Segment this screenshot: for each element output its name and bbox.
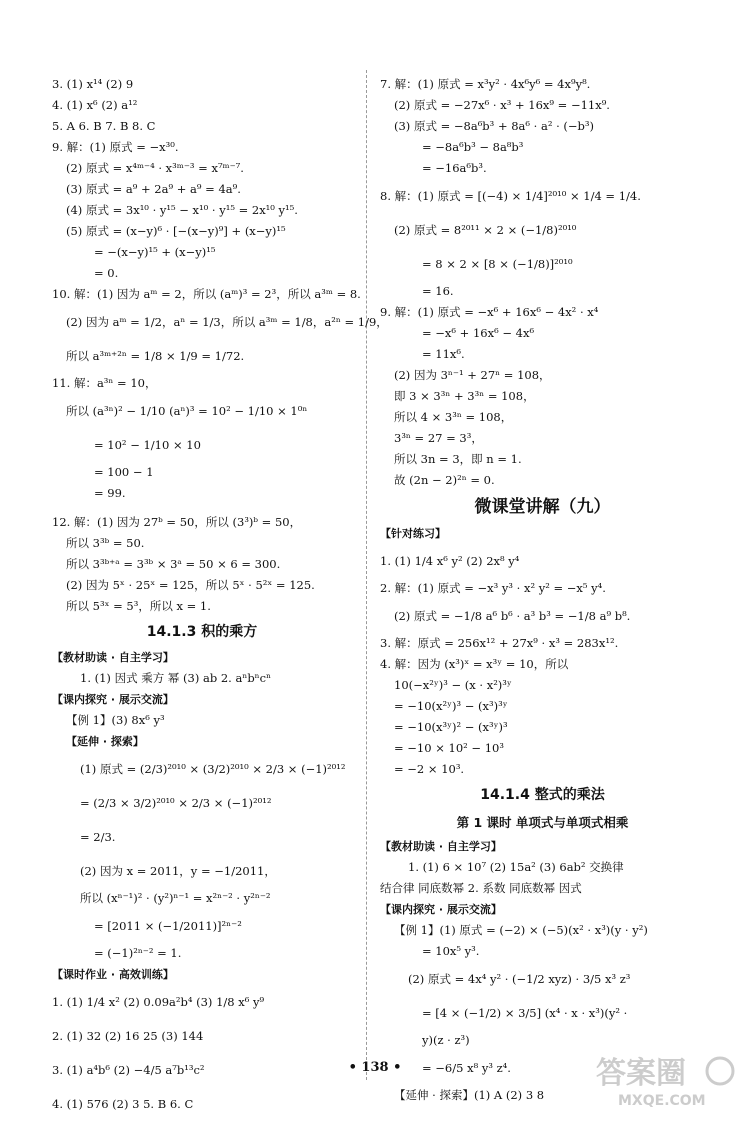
section-tag: 【延伸 · 探索】	[66, 735, 144, 748]
answer-line: 9. 解：(1) 原式 = −x⁶ + 16x⁶ − 4x² · x⁴	[380, 305, 599, 319]
answer-line: 2. 解：(1) 原式 = −x³ y³ · x² y² = −x⁵ y⁴.	[380, 581, 606, 595]
answer-line: 所以 (a³ⁿ)² − 1/10 (aⁿ)³ = 10² − 1/10 × 1⁰ⁿ	[66, 404, 308, 418]
answer-line: (4) 原式 = 3x¹⁰ · y¹⁵ − x¹⁰ · y¹⁵ = 2x¹⁰ y¹⁵.	[66, 203, 298, 217]
answer-line: 结合律 同底数幂 2. 系数 同底数幂 因式	[380, 881, 582, 895]
answer-line: y)(z · z³)	[422, 1033, 470, 1047]
answer-line: = 10x⁵ y³.	[422, 944, 480, 958]
answer-line: = −8a⁶b³ − 8a⁸b³	[422, 140, 524, 154]
answer-line: = [2011 × (−1/2011)]²ⁿ⁻²	[94, 919, 242, 933]
answer-line: 7. 解：(1) 原式 = x³y² · 4x⁶y⁶ = 4x⁹y⁸.	[380, 77, 591, 91]
section-tag: 【课时作业 · 高效训练】	[52, 968, 174, 981]
answer-line: 所以 a³ᵐ⁺²ⁿ = 1/8 × 1/9 = 1/72.	[66, 349, 245, 363]
answer-line: 8. 解：(1) 原式 = [(−4) × 1/4]²⁰¹⁰ × 1/4 = 1/4.	[380, 189, 641, 203]
section-tag: 【课内探究 · 展示交流】	[380, 903, 502, 916]
answer-line: = −10 × 10² − 10³	[394, 741, 504, 755]
answer-line: 10(−x²ʸ)³ − (x · x²)³ʸ	[394, 678, 512, 692]
answer-line: (2) 原式 = 8²⁰¹¹ × 2 × (−1/8)²⁰¹⁰	[394, 223, 577, 237]
answer-line: = 8 × 2 × [8 × (−1/8)]²⁰¹⁰	[422, 257, 573, 271]
answer-line: 5. A 6. B 7. B 8. C	[52, 119, 156, 133]
section-tag: 【教材助读 · 自主学习】	[380, 840, 502, 853]
answer-line: = −16a⁶b³.	[422, 161, 487, 175]
answer-line: = −6/5 x⁸ y³ z⁴.	[422, 1061, 511, 1075]
answer-line: = −(x−y)¹⁵ + (x−y)¹⁵	[94, 245, 216, 259]
answer-line: = [4 × (−1/2) × 3/5] (x⁴ · x · x³)(y² ·	[422, 1006, 628, 1020]
left-column	[52, 74, 388, 1121]
section-heading: 第 1 课时 单项式与单项式相乘	[456, 815, 629, 830]
column-divider	[366, 70, 367, 1080]
answer-line: 2. (1) 32 (2) 16 25 (3) 144	[52, 1029, 204, 1043]
answer-line: 【延伸 · 探索】(1) A (2) 3 8	[394, 1088, 545, 1102]
answer-line: 1. (1) 因式 乘方 幂 (3) ab 2. aⁿbⁿcⁿ	[80, 671, 272, 685]
answer-line: = 10² − 1/10 × 10	[94, 438, 201, 452]
answer-line: 4. 解：因为 (x³)ˣ = x³ʸ = 10，所以	[380, 657, 569, 671]
answer-line: 所以 3n = 3，即 n = 1.	[394, 452, 522, 466]
answer-line: 3³ⁿ = 27 = 3³，	[394, 431, 483, 445]
answer-line: 所以 3³ᵇ⁺ᵃ = 3³ᵇ × 3ᵃ = 50 × 6 = 300.	[66, 557, 281, 571]
answer-line: = 11x⁶.	[422, 347, 465, 361]
answer-line: = 2/3.	[80, 830, 116, 844]
answer-line: (2) 原式 = −1/8 a⁶ b⁶ · a³ b³ = −1/8 a⁹ b⁸.	[394, 609, 631, 623]
answer-line: 3. 解：原式 = 256x¹² + 27x⁹ · x³ = 283x¹².	[380, 636, 619, 650]
answer-line: 所以 3³ᵇ = 50.	[66, 536, 145, 550]
answer-line: (2) 因为 aᵐ = 1/2，aⁿ = 1/3，所以 a³ᵐ = 1/8，a²ⁿ = 1/9，	[66, 315, 388, 329]
watermark-logo	[588, 1051, 738, 1111]
answer-line: 所以 5³ˣ = 5³，所以 x = 1.	[66, 599, 211, 613]
answer-line: 3. (1) x¹⁴ (2) 9	[52, 77, 134, 91]
answer-line: = −x⁶ + 16x⁶ − 4x⁶	[422, 326, 535, 340]
answer-line: = 16.	[422, 284, 454, 298]
answer-line: 12. 解：(1) 因为 27ᵇ = 50，所以 (3³)ᵇ = 50，	[52, 515, 302, 529]
answer-line: (1) 原式 = (2/3)²⁰¹⁰ × (3/2)²⁰¹⁰ × 2/3 × (−1)²⁰¹²	[80, 762, 346, 776]
answer-line: 所以 4 × 3³ⁿ = 108，	[394, 410, 513, 424]
answer-line: = 100 − 1	[94, 465, 154, 479]
answer-line: (2) 因为 5ˣ · 25ˣ = 125，所以 5ˣ · 5²ˣ = 125.	[66, 578, 315, 592]
answer-line: 4. (1) 576 (2) 3 5. B 6. C	[52, 1097, 194, 1111]
page-number: • 138 •	[348, 1060, 402, 1075]
answer-line: (2) 因为 3ⁿ⁻¹ + 27ⁿ = 108，	[394, 368, 551, 382]
answer-line: (3) 原式 = a⁹ + 2a⁹ + a⁹ = 4a⁹.	[66, 182, 241, 196]
watermark-text: 答案圈	[596, 1056, 686, 1091]
answer-line: = −10(x²ʸ)³ − (x³)³ʸ	[394, 699, 508, 713]
right-column	[380, 74, 705, 1106]
answer-line: = −10(x³ʸ)² − (x³ʸ)³	[394, 720, 508, 734]
answer-line: 10. 解：(1) 因为 aᵐ = 2，所以 (aᵐ)³ = 2³，所以 a³ᵐ = 8.	[52, 287, 361, 301]
section-heading: 14.1.3 积的乘方	[146, 624, 258, 640]
answer-line: = (2/3 × 3/2)²⁰¹⁰ × 2/3 × (−1)²⁰¹²	[80, 796, 272, 810]
watermark-url: MXQE.COM	[618, 1093, 706, 1109]
answer-line: 9. 解：(1) 原式 = −x³⁰.	[52, 140, 179, 154]
answer-line: 【例 1】(3) 8x⁶ y³	[66, 713, 165, 727]
section-tag: 【课内探究 · 展示交流】	[52, 693, 174, 706]
answer-line: 1. (1) 6 × 10⁷ (2) 15a² (3) 6ab² 交换律	[408, 860, 624, 874]
answer-line: = (−1)²ⁿ⁻² = 1.	[94, 946, 182, 960]
answer-line: (5) 原式 = (x−y)⁶ · [−(x−y)⁹] + (x−y)¹⁵	[66, 224, 286, 238]
answer-line: = 0.	[94, 266, 119, 280]
section-heading: 14.1.4 整式的乘法	[480, 787, 605, 803]
answer-line: 所以 (xⁿ⁻¹)² · (y²)ⁿ⁻¹ = x²ⁿ⁻² · y²ⁿ⁻²	[80, 891, 271, 905]
answer-line: 4. (1) x⁶ (2) a¹²	[52, 98, 138, 112]
answer-line: (2) 原式 = x⁴ᵐ⁻⁴ · x³ᵐ⁻³ = x⁷ᵐ⁻⁷.	[66, 161, 244, 175]
section-heading: 微课堂讲解（九）	[474, 497, 611, 517]
answer-line: 3. (1) a⁴b⁶ (2) −4/5 a⁷b¹³c²	[52, 1063, 205, 1077]
answer-line: 即 3 × 3³ⁿ + 3³ⁿ = 108，	[394, 389, 535, 403]
answer-line: (2) 原式 = 4x⁴ y² · (−1/2 xyz) · 3/5 x³ z³	[408, 972, 631, 986]
section-tag: 【教材助读 · 自主学习】	[52, 651, 174, 664]
answer-line: (2) 因为 x = 2011，y = −1/2011，	[80, 864, 276, 878]
answer-line: 故 (2n − 2)²ⁿ = 0.	[394, 473, 495, 487]
answer-line: 1. (1) 1/4 x⁶ y² (2) 2x⁸ y⁴	[380, 554, 520, 568]
answer-line: 1. (1) 1/4 x² (2) 0.09a²b⁴ (3) 1/8 x⁶ y⁹	[52, 995, 265, 1009]
answer-line: = 99.	[94, 486, 126, 500]
answer-line: (2) 原式 = −27x⁶ · x³ + 16x⁹ = −11x⁹.	[394, 98, 610, 112]
answer-line: (3) 原式 = −8a⁶b³ + 8a⁶ · a² · (−b³)	[394, 119, 594, 133]
section-tag: 【针对练习】	[380, 527, 446, 540]
answer-line: 【例 1】(1) 原式 = (−2) × (−5)(x² · x³)(y · y²)	[394, 923, 648, 937]
answer-line: = −2 × 10³.	[394, 762, 465, 776]
answer-line: 11. 解：a³ⁿ = 10，	[52, 376, 157, 390]
